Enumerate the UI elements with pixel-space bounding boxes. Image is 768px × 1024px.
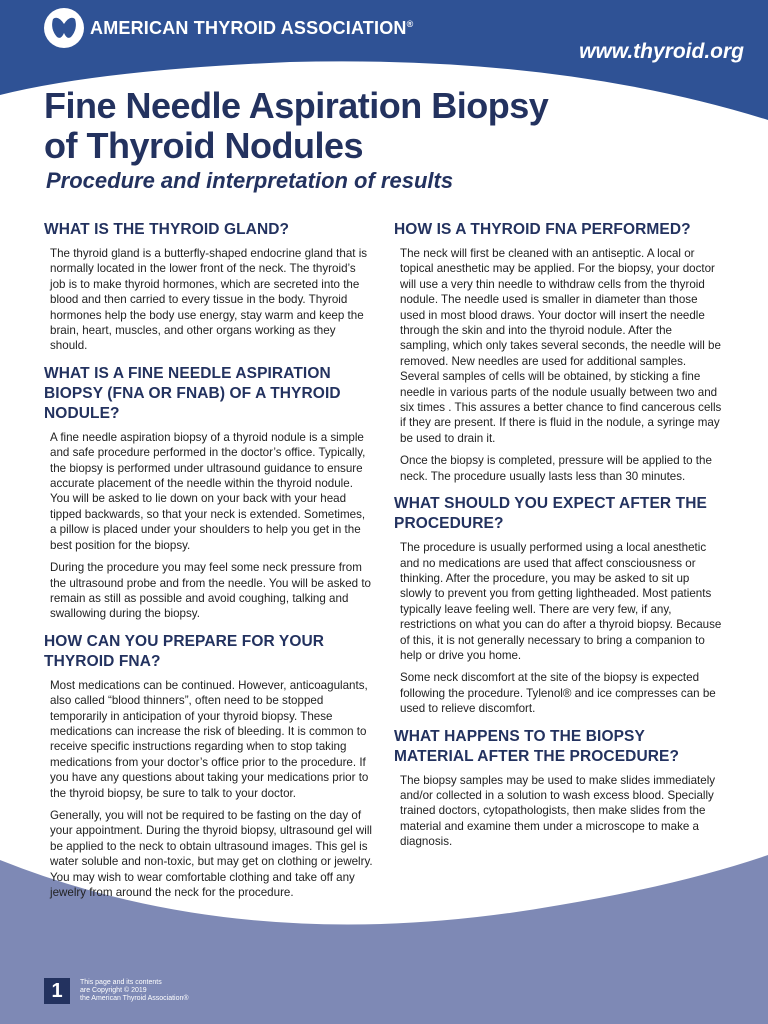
section-heading: HOW IS A THYROID FNA PERFORMED?	[394, 221, 691, 238]
section-paragraph: Most medications can be continued. However, anticoagulants, also called “blood thinners”, often need to be stopped temporarily in anticipation of your thyroid biopsy. These medications can increase the risk of bleeding. It is common to receive specific instructions regarding when to stop taking medications from your doctor’s office prior to the procedure. If you have any questions about taking your medications prior to the thyroid biopsy, be sure to talk to your doctor.	[50, 678, 369, 800]
section-heading: WHAT IS THE THYROID GLAND?	[44, 221, 290, 238]
section-paragraph: The biopsy samples may be used to make slides immediately and/or collected in a solution to wash excess blood. Specially trained doctors, cytopathologists, then make slides from the material and examine them under a microscope to make a diagnosis.	[400, 773, 716, 849]
copyright-notice	[80, 979, 210, 1003]
page-number: 1	[44, 978, 70, 1004]
title-line-1: Fine Needle Aspiration Biopsy	[44, 85, 549, 126]
thyroid-logo-icon	[44, 8, 84, 48]
copyright-line: the American Thyroid Association®	[80, 995, 189, 1002]
website-url[interactable]: www.thyroid.org	[579, 40, 744, 63]
section-paragraph: Generally, you will not be required to be fasting on the day of your appointment. During the thyroid biopsy, ultrasound gel will be applied to the neck to obtain ultrasound images. This gel is water soluble and non-toxic, but may get on clothing or jewelry. You may wish to wear comfortable clothing and take off any jewelry from around the neck for the procedure.	[50, 808, 373, 899]
section-paragraph: Some neck discomfort at the site of the biopsy is expected following the procedure. Tylenol® and ice compresses can be used to relieve discomfort.	[400, 671, 716, 716]
section-what-is-fna	[44, 364, 374, 622]
registered-mark: ®	[406, 18, 414, 29]
section-paragraph: During the procedure you may feel some neck pressure from the ultrasound probe and from the needle. You will be asked to remain as still as possible and avoid coughing, talking and swallowing during the biopsy.	[50, 561, 371, 621]
section-heading: WHAT HAPPENS TO THE BIOPSY MATERIAL AFTER THE PROCEDURE?	[394, 727, 680, 765]
page-title	[44, 86, 548, 166]
page-subtitle: Procedure and interpretation of results	[46, 168, 454, 193]
section-heading: WHAT IS A FINE NEEDLE ASPIRATION BIOPSY (FNA OR FNAB) OF A THYROID NODULE?	[44, 364, 341, 422]
title-line-2: of Thyroid Nodules	[44, 125, 363, 166]
left-column	[44, 220, 374, 910]
header-brand	[44, 8, 413, 48]
section-how-performed	[394, 220, 724, 484]
section-heading: WHAT SHOULD YOU EXPECT AFTER THE PROCEDURE?	[394, 495, 707, 533]
copyright-line: This page and its contents	[80, 979, 162, 986]
copyright-line: are Copyright © 2019	[80, 987, 147, 994]
org-name: AMERICAN THYROID ASSOCIATION®	[90, 17, 414, 38]
right-column	[394, 220, 724, 860]
section-paragraph: The neck will first be cleaned with an antiseptic. A local or topical anesthetic may be applied. For the biopsy, your doctor will use a very thin needle to withdraw cells from the thyroid nodule. The needle used is smaller in diameter than those used in most blood draws. Your doctor will insert the needle through the skin and into the thyroid nodule. After the sampling, which only takes several seconds, the needle will be removed. New needles are used for additional samples. Several samples of cells will be obtained, by sticking a fine needle in various parts of the nodule usually between two and six times . This assures a better chance to find cancerous cells if they are present. If there is fluid in the nodule, a syringe may be used to drain it.	[400, 247, 722, 445]
section-paragraph: The thyroid gland is a butterfly-shaped endocrine gland that is normally located in the lower front of the neck. The thyroid’s job is to make thyroid hormones, which are secreted into the blood and then carried to every tissue in the body. Thyroid hormones help the body use energy, stay warm and keep the brain, heart, muscles, and other organs working as they should.	[50, 247, 368, 353]
section-thyroid-gland	[44, 220, 374, 354]
section-paragraph: A fine needle aspiration biopsy of a thyroid nodule is a simple and safe procedure performed in the doctor’s office. Typically, the biopsy is performed under ultrasound guidance to ensure accurate placement of the needle within the thyroid nodule. You will be asked to lie down on your back with your head tipped backwards, so that your neck is extended. Sometimes, a pillow is placed under your shoulders to help you get in the best position for the biopsy.	[50, 430, 366, 552]
section-biopsy-material	[394, 727, 724, 850]
section-prepare	[44, 632, 374, 901]
section-paragraph: Once the biopsy is completed, pressure will be applied to the neck. The procedure usually lasts less than 30 minutes.	[400, 454, 712, 483]
section-heading: HOW CAN YOU PREPARE FOR YOUR THYROID FNA?	[44, 632, 325, 670]
section-paragraph: The procedure is usually performed using a local anesthetic and no medications are used that affect consciousness or thinking. After the procedure, you may be asked to sit up slowly to prevent you from getting lightheaded. Most patients typically leave feeling well. There are very few, if any, restrictions on what you can do after a thyroid biopsy. Because of this, it is not generally necessary to bring a companion to help or drive you home.	[400, 541, 722, 662]
section-expect-after	[394, 494, 724, 716]
